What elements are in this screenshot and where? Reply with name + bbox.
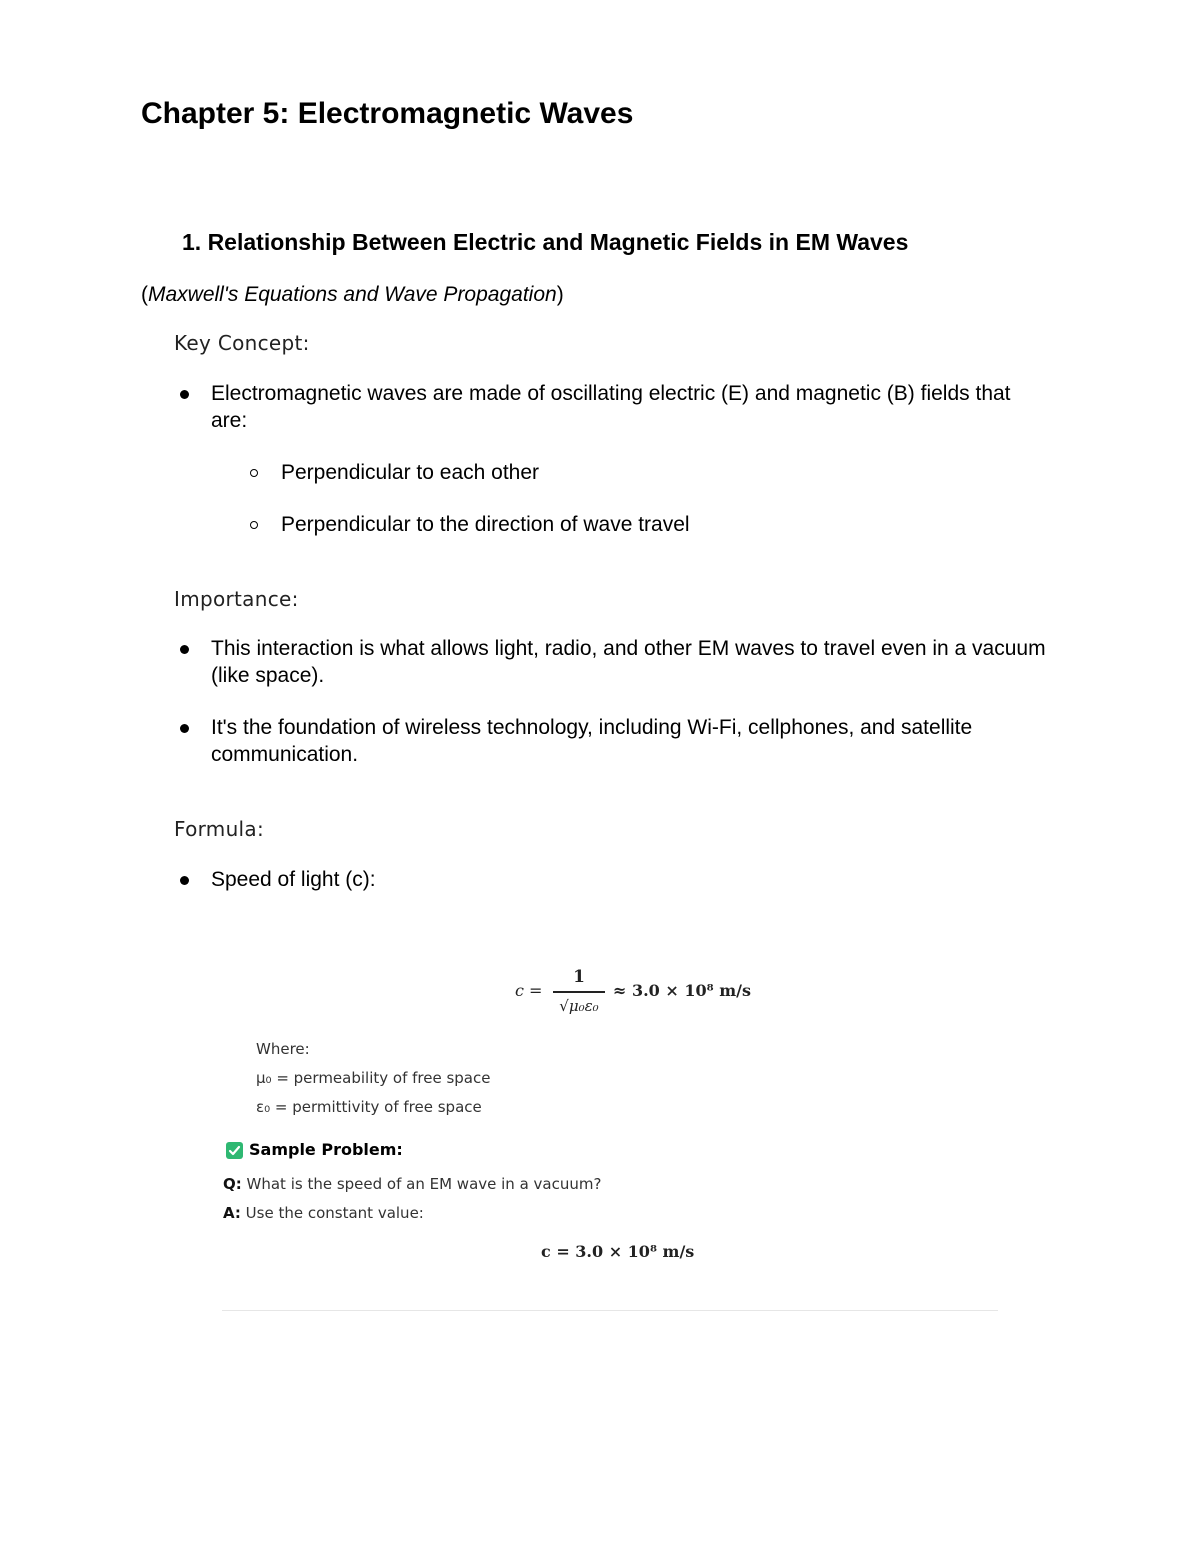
- question-prefix: Q:: [223, 1175, 242, 1193]
- sub-bullet-icon: [250, 469, 258, 477]
- section-subtitle: [141, 281, 564, 309]
- formula-bullet: Speed of light (c):: [211, 868, 376, 891]
- answer-prefix: A:: [223, 1204, 241, 1222]
- bullet-icon: [180, 724, 189, 733]
- sample-question: [223, 1173, 601, 1195]
- importance-label: Importance:: [174, 587, 299, 611]
- question-text: What is the speed of an EM wave in a vacuum?: [246, 1175, 602, 1193]
- sub-bullet-icon: [250, 521, 258, 529]
- bullet-icon: [180, 645, 189, 654]
- formula-lhs: c =: [515, 981, 543, 1000]
- where-label: Where:: [256, 1040, 310, 1058]
- key-concept-bullet: Electromagnetic waves are made of oscillating electric (E) and magnetic (B) fields that are:: [211, 382, 1011, 432]
- divider: [222, 1310, 998, 1311]
- importance-bullet-1: This interaction is what allows light, radio, and other EM waves to travel even in a vacuum (like space).: [211, 637, 1046, 687]
- subtitle-text: Maxwell's Equations and Wave Propagation: [148, 283, 557, 306]
- checkmark-icon: [226, 1142, 243, 1159]
- bullet-icon: [180, 876, 189, 885]
- formula-rhs: ≈ 3.0 × 10⁸ m/s: [613, 981, 751, 1000]
- formula-label: Formula:: [174, 817, 265, 841]
- where-item-mu: μ₀ = permeability of free space: [256, 1069, 491, 1087]
- fraction-bar: [553, 991, 605, 993]
- sample-problem-heading: Sample Problem:: [249, 1140, 403, 1159]
- answer-formula: c = 3.0 × 10⁸ m/s: [541, 1242, 695, 1261]
- importance-bullet-2: It's the foundation of wireless technology, including Wi-Fi, cellphones, and satellite communication.: [211, 716, 973, 766]
- sub-bullet-1: Perpendicular to each other: [281, 461, 539, 484]
- subtitle-close-paren: ): [556, 283, 564, 306]
- formula-denominator: √μ₀ε₀: [559, 996, 599, 1015]
- formula-fraction: [553, 963, 605, 1017]
- formula-numerator: 1: [573, 967, 585, 987]
- chapter-title: Chapter 5: Electromagnetic Waves: [141, 97, 634, 130]
- where-item-epsilon: ε₀ = permittivity of free space: [256, 1098, 482, 1116]
- speed-of-light-formula: [515, 963, 775, 1023]
- key-concept-label: Key Concept:: [174, 331, 310, 355]
- sample-answer: [223, 1202, 424, 1224]
- sub-bullet-2: Perpendicular to the direction of wave travel: [281, 513, 690, 536]
- bullet-icon: [180, 390, 189, 399]
- section-heading: 1. Relationship Between Electric and Magnetic Fields in EM Waves: [182, 229, 909, 255]
- answer-text: Use the constant value:: [245, 1204, 424, 1222]
- subtitle-open-paren: (: [141, 283, 148, 306]
